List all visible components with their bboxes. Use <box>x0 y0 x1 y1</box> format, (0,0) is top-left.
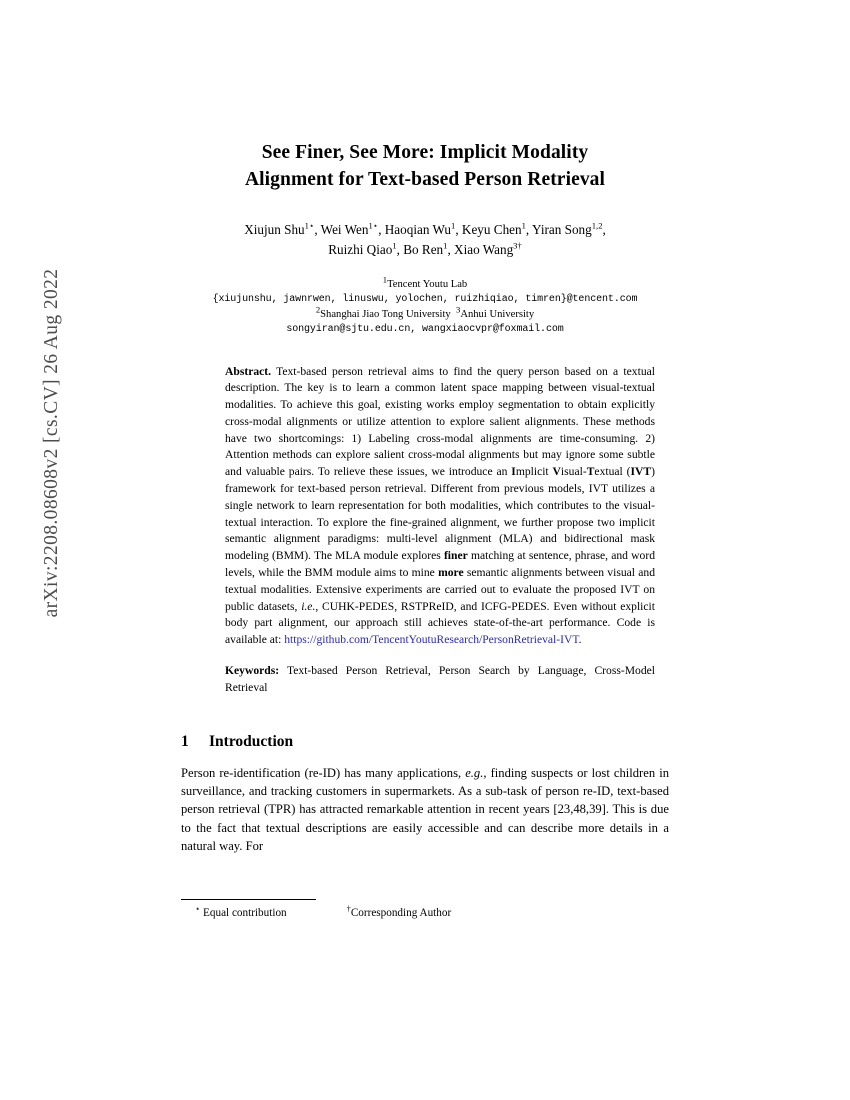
footnote-divider <box>181 899 316 900</box>
affiliation-1 <box>181 274 669 292</box>
author-affil-marker: 1,2 <box>591 220 603 231</box>
affiliation-text: Shanghai Jiao Tong University <box>320 309 451 321</box>
affiliation-marker: 1 <box>382 274 388 285</box>
paper-content <box>181 140 669 856</box>
footnote-star <box>181 906 287 922</box>
code-repository-link[interactable]: https://github.com/TencentYoutuResearch/PersonRetrieval-IVT <box>284 633 579 647</box>
title-line-1: See Finer, See More: Implicit Modality <box>261 142 589 163</box>
affiliation-block <box>181 274 669 337</box>
author-name: Ruizhi Qiao <box>328 241 393 257</box>
author-name: , Wei Wen <box>314 221 369 237</box>
author-affil-marker: 1 <box>451 220 456 231</box>
contact-email-authors: songyiran@sjtu.edu.cn, wangxiaocvpr@foxmail.com <box>286 323 564 335</box>
author-affil-marker: 1 <box>392 240 397 251</box>
author-affil-marker: 1 <box>521 220 526 231</box>
contact-email-lab: {xiujunshu, jawnrwen, linuswu, yolochen, ruizhiqiao, timren}@tencent.com <box>212 293 638 305</box>
author-name: , Xiao Wang <box>447 241 514 257</box>
affiliation-2-3 <box>181 304 669 322</box>
footnote-dagger-marker: † <box>346 904 351 914</box>
affiliation-marker: 2 <box>315 304 321 315</box>
section-number: 1 <box>181 732 189 750</box>
author-separator: , <box>602 221 606 237</box>
author-name: , Bo Ren <box>396 241 444 257</box>
keywords-text: Text-based Person Retrieval, Person Search by Language, Cross-Model Retrieval <box>225 664 655 694</box>
author-name: , Haoqian Wu <box>378 221 452 237</box>
page-title <box>181 140 669 194</box>
author-affil-marker: 3† <box>513 240 522 251</box>
footnote-dagger <box>287 906 452 922</box>
keywords-block <box>181 663 669 697</box>
author-affil-marker: 1 <box>443 240 448 251</box>
author-line-1 <box>244 222 606 237</box>
affiliation-text: Tencent Youtu Lab <box>387 279 468 291</box>
footnote-dagger-text: Corresponding Author <box>350 907 452 919</box>
abstract-heading: Abstract. <box>225 364 272 378</box>
abstract-block <box>181 364 669 650</box>
author-name: Xiujun Shu <box>244 221 305 237</box>
author-affil-marker: 1⋆ <box>368 220 379 231</box>
section-title: Introduction <box>209 732 294 750</box>
author-affil-marker: 1⋆ <box>304 220 315 231</box>
abstract-text-suffix: . <box>578 633 582 647</box>
abstract-text: Text-based person retrieval aims to find the query person based on a textual description. The key is to learn a common latent space mapping between visual-textual modalities. To achieve this goal, existing works employ segmentation to obtain explicitly cross-modal alignments or utilize attention to explore salient alignments. These methods have two shortcomings: 1) Labeling cross-modal alignments are time-consuming. 2) Attention methods can explore salient cross-modal alignments but may ignore some subtle and valuable pairs. To relieve these issues, we introduce an Implicit Visual-Textual (IVT) framework for text-based person retrieval. Different from previous models, IVT utilizes a single network to learn representation for both modalities, which contributes to the visual-textual interaction. To explore the fine-grained alignment, we further propose two implicit semantic alignment paradigms: multi-level alignment (MLA) and bidirectional mask modeling (BMM). The MLA module explores finer matching at sentence, phrase, and word levels, while the BMM module aims to mine more semantic alignments between visual and textual modalities. Extensive experiments are carried out to evaluate the proposed IVT on public datasets, i.e., CUHK-PEDES, RSTPReID, and ICFG-PEDES. Even without explicit body part alignment, our approach still achieves state-of-the-art performance. Code is available at: <box>225 364 655 647</box>
affiliation-marker: 3 <box>456 304 461 315</box>
author-line-2 <box>328 242 522 257</box>
footnote-block <box>181 906 669 922</box>
author-name: , Keyu Chen <box>455 221 522 237</box>
section-heading-introduction <box>181 733 669 751</box>
introduction-paragraph: Person re-identification (re-ID) has many applications, e.g., finding suspects or lost children in surveillance, and tracking customers in supermarkets. As a sub-task of person re-ID, text-based person retrieval (TPR) has attracted remarkable attention in recent years [23,48,39]. This is due to the fact that textual descriptions are easily accessible and can describe more details in a natural way. For <box>181 765 669 854</box>
arxiv-stamp: arXiv:2208.08608v2 [cs.CV] 26 Aug 2022 <box>41 268 62 618</box>
title-line-2: Alignment for Text-based Person Retrieval <box>244 168 606 190</box>
footnote-row <box>181 906 669 922</box>
footnote-star-text: Equal contribution <box>203 907 287 919</box>
keywords-heading: Keywords: <box>225 664 280 678</box>
footnote-star-marker: ⋆ <box>195 904 201 914</box>
author-name: , Yiran Song <box>525 221 592 237</box>
author-list <box>181 220 669 260</box>
affiliation-text: Anhui University <box>460 309 535 321</box>
